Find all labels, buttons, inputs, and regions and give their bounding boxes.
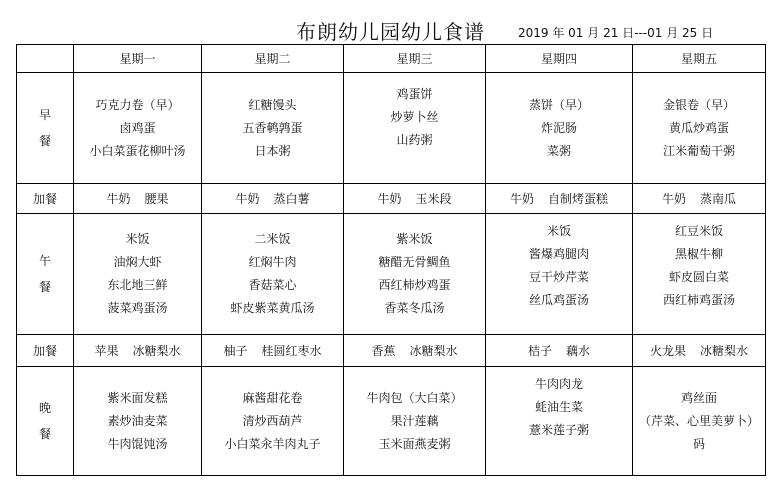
snack-item: 桔子 [527, 344, 552, 358]
dish: 巧克力卷（早） [95, 97, 180, 112]
dish: 油焖大虾 [113, 255, 162, 269]
snack-item: 牛奶 [106, 192, 131, 206]
snack1-tue [202, 184, 344, 214]
snack-item: 牛奶 [661, 192, 686, 206]
dish: 鸡蛋饼 [396, 87, 433, 101]
dish: 果汁莲藕 [390, 413, 439, 428]
snack-item: 蒸白薯 [273, 192, 310, 206]
dish: 金银卷（早） [662, 97, 735, 112]
lunch-tue [202, 214, 344, 335]
snack-item: 苹果 [94, 344, 119, 358]
dish: 酱爆鸡腿肉 [528, 247, 589, 261]
dish: 麻酱甜花卷 [242, 390, 303, 405]
dinner-label-char: 餐 [38, 427, 51, 441]
dish: 小白菜汆羊肉丸子 [224, 436, 321, 451]
dish: 二米饭 [254, 232, 291, 246]
day-header-fri: 星期五 [633, 45, 766, 73]
breakfast-row [17, 73, 766, 184]
snack-item: 香蕉 [371, 344, 396, 358]
lunch-label-char: 餐 [38, 280, 51, 294]
lunch-mon [74, 214, 202, 335]
dish: 西红柿炒鸡蛋 [378, 278, 451, 292]
dinner-label-char: 晚 [38, 401, 51, 415]
menu-title: 布朗幼儿园幼儿食谱 [296, 20, 485, 44]
dish: 糖醋无骨鲷鱼 [378, 255, 451, 269]
dish: 日本粥 [254, 143, 291, 158]
breakfast-fri [633, 73, 766, 184]
day-header-wed: 星期三 [344, 45, 486, 73]
lunch-row [17, 214, 766, 335]
lunch-label [17, 214, 74, 335]
dish: 东北地三鲜 [107, 278, 168, 292]
dinner-mon [74, 367, 202, 476]
dish: 紫米饭 [396, 232, 433, 246]
dish: 山药粥 [396, 133, 433, 147]
dish: 小白菜蛋花柳叶汤 [89, 143, 186, 158]
snack2-row [17, 335, 766, 367]
snack2-tue [202, 335, 344, 367]
snack2-mon [74, 335, 202, 367]
snack2-label: 加餐 [17, 335, 74, 367]
breakfast-label-char: 早 [38, 108, 51, 122]
breakfast-tue [202, 73, 344, 184]
dish: 鸡丝面 [680, 390, 717, 405]
snack-item: 牛奶 [377, 192, 402, 206]
day-header-tue: 星期二 [202, 45, 344, 73]
dinner-fri [633, 367, 766, 476]
date-range: 2019 年 01 月 21 日---01 月 25 日 [518, 26, 714, 40]
corner-cell [17, 45, 74, 73]
snack-item: 火龙果 [649, 344, 686, 358]
dish: 菜粥 [546, 143, 571, 158]
dish: 虾皮紫菜黄瓜汤 [230, 301, 315, 315]
snack2-fri [633, 335, 766, 367]
dish: 西红柿鸡蛋汤 [662, 293, 735, 307]
snack-item: 柚子 [223, 344, 248, 358]
dish: 玉米面燕麦粥 [378, 436, 451, 451]
dish: 红豆米饭 [674, 224, 723, 238]
dinner-label [17, 367, 74, 476]
dish: 黑椒牛柳 [674, 247, 723, 261]
snack1-thu [486, 184, 633, 214]
dish: 牛肉包（大白菜） [366, 390, 463, 405]
lunch-fri [633, 214, 766, 335]
snack-item: 蒸南瓜 [700, 192, 737, 206]
dish: 红焖牛肉 [248, 255, 297, 269]
dish: 菠菜鸡蛋汤 [107, 301, 168, 315]
dish: 豆干炒芹菜 [528, 270, 589, 284]
snack-item: 牛奶 [509, 192, 534, 206]
dish: 黄瓜炒鸡蛋 [668, 120, 729, 135]
snack-item: 藕水 [566, 344, 591, 358]
breakfast-wed [344, 73, 486, 184]
snack-item: 自制烤蛋糕 [548, 192, 609, 206]
dinner-thu [486, 367, 633, 476]
breakfast-thu [486, 73, 633, 184]
dish: 薏米莲子粥 [528, 423, 589, 437]
dish: 蚝油生菜 [534, 400, 583, 414]
dish: 红糖馒头 [248, 97, 297, 112]
dish: 虾皮圆白菜 [668, 270, 729, 284]
lunch-wed [344, 214, 486, 335]
dish: 江米葡萄干粥 [662, 143, 735, 158]
dish: 素炒油麦菜 [107, 413, 168, 428]
dish: 炸泥肠 [540, 120, 577, 135]
dish: 炒萝卜丝 [390, 110, 439, 124]
day-header-mon: 星期一 [74, 45, 202, 73]
dish: 牛肉肉龙 [534, 377, 583, 391]
dish: 紫米面发糕 [107, 390, 168, 405]
snack1-label: 加餐 [17, 184, 74, 214]
dish: 米饭 [546, 224, 571, 238]
dish: 蒸饼（早） [528, 97, 589, 112]
snack-item: 桂圆红枣水 [261, 344, 322, 358]
snack1-mon [74, 184, 202, 214]
snack-item: 冰糖梨水 [132, 344, 181, 358]
dish: 香菜冬瓜汤 [384, 301, 445, 315]
dish: （芹菜、心里美萝卜） [638, 413, 759, 428]
day-header-thu: 星期四 [486, 45, 633, 73]
dinner-wed [344, 367, 486, 476]
dinner-row [17, 367, 766, 476]
snack-item: 腰果 [144, 192, 169, 206]
breakfast-mon [74, 73, 202, 184]
dish: 米饭 [125, 232, 150, 246]
snack-item: 冰糖梨水 [700, 344, 749, 358]
snack1-wed [344, 184, 486, 214]
snack1-row [17, 184, 766, 214]
snack-item: 冰糖梨水 [409, 344, 458, 358]
dish: 丝瓜鸡蛋汤 [528, 293, 589, 307]
dish: 牛肉馄饨汤 [107, 436, 168, 451]
header-row [17, 45, 766, 73]
dish: 卤鸡蛋 [119, 120, 156, 135]
dish: 五香鹌鹑蛋 [242, 120, 303, 135]
dish: 码 [692, 436, 705, 451]
dish: 香菇菜心 [248, 278, 297, 292]
dinner-tue [202, 367, 344, 476]
dish: 清炒西葫芦 [242, 413, 303, 428]
lunch-thu [486, 214, 633, 335]
snack-item: 牛奶 [235, 192, 260, 206]
snack-item: 玉米段 [415, 192, 452, 206]
weekly-menu-table [16, 44, 766, 476]
breakfast-label [17, 73, 74, 184]
snack2-wed [344, 335, 486, 367]
breakfast-label-char: 餐 [38, 134, 51, 148]
snack1-fri [633, 184, 766, 214]
snack2-thu [486, 335, 633, 367]
lunch-label-char: 午 [38, 254, 51, 268]
